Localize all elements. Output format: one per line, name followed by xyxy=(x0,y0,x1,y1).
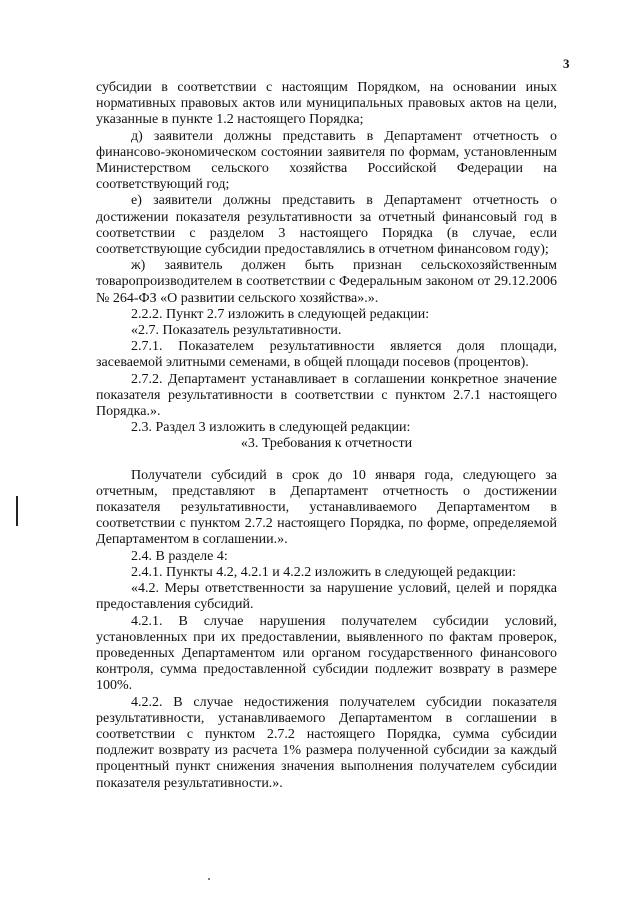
paragraph-2-3: 2.3. Раздел 3 изложить в следующей редакции: xyxy=(131,420,411,436)
section-gap xyxy=(96,453,557,468)
paragraph-item-zh: ж) заявитель должен быть признан сельскохозяйственным товаропроизводителем в соответствии с Федеральным законом от 29.12.2006 № 264-ФЗ «О развитии сельского хозяйства».». xyxy=(96,258,557,306)
paragraph-2-4: 2.4. В разделе 4: xyxy=(131,548,228,564)
paragraph-item-e: е) заявители должны представить в Департамент отчетность о достижении показателя результативности за отчетный финансовый год в соответствии с разделом 3 настоящего Порядка (в случае, если соответствующие субсидии предоставлялись в отчетном финансовом году); xyxy=(96,193,557,258)
paragraph-item-d: д) заявители должны представить в Департамент отчетность о финансово-экономическом состоянии заявителя по формам, установленным Министерством сельского хозяйства Российской Федерации на соответствующий год; xyxy=(96,128,557,193)
paragraph-continuation: субсидии в соответствии с настоящим Порядком, на основании иных нормативных правовых актов или муниципальных правовых актов на цели, указанные в пункте 1.2 настоящего Порядка; xyxy=(96,80,557,128)
page-number: 3 xyxy=(563,56,570,71)
paragraph-2-7-2: 2.7.2. Департамент устанавливает в соглашении конкретное значение показателя результативности в соответствии с пунктом 2.7.1 настоящего Порядка.». xyxy=(96,371,557,420)
paragraph-reporting: Получатели субсидий в срок до 10 января года, следующего за отчетным, представляют в Департамент отчетность о достижении показателя результативности, устанавливаемого Департаментом в соответствии с пунктом 2.7.2 настоящего Порядка, по форме, определяемой Департаментом в соглашении.». xyxy=(96,467,557,548)
paragraph-4-2-2: 4.2.2. В случае недостижения получателем субсидии показателя результативности, устанавливаемого Департаментом в соглашении в соответствии с пунктом 2.7.2 настоящего Порядка, сумма субсидии подлежит возврату из расчета 1% размера полученной субсидии за каждый процентный пункт снижения значения выполнения получателем субсидии показателя результативности.». xyxy=(96,694,557,791)
paragraph-2-2-2: 2.2.2. Пункт 2.7 изложить в следующей редакции: xyxy=(131,306,430,322)
paragraph-2-4-1: 2.4.1. Пункты 4.2, 4.2.1 и 4.2.2 изложить в следующей редакции: xyxy=(131,564,517,580)
scan-speck xyxy=(208,878,210,880)
paragraph-2-7-heading: «2.7. Показатель результативности. xyxy=(131,323,342,339)
paragraph-4-2-1: 4.2.1. В случае нарушения получателем субсидии условий, установленных при их предоставлении, выявленного по фактам проверок, проведенных Департаментом или органом государственного финансового контроля, сумма предоставленной субсидии подлежит возврату в размере 100%. xyxy=(96,613,557,694)
document-body xyxy=(96,80,557,792)
section-3-heading: «3. Требования к отчетности xyxy=(240,436,413,452)
scan-margin-mark xyxy=(16,496,18,526)
paragraph-4-2: «4.2. Меры ответственности за нарушение условий, целей и порядка предоставления субсидий. xyxy=(96,581,557,613)
paragraph-2-7-1: 2.7.1. Показателем результативности является доля площади, засеваемой элитными семенами, в общей площади посевов (процентов). xyxy=(96,339,557,371)
